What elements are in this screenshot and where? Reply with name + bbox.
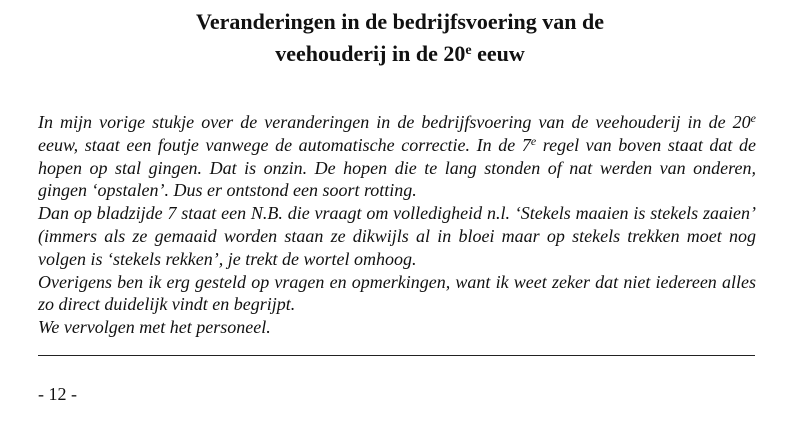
paragraph-closing: We vervolgen met het personeel. (38, 317, 271, 338)
title-line-2-end: eeuw (471, 41, 525, 66)
footer-divider (38, 355, 755, 356)
paragraph-correction-part-3: regel van boven staat dat de hopen op stal gingen. Dat is onzin. De hopen die te lang stonden of nat werden van onderen, gingen ‘opstalen’. Dus er ontstond een soort rotting. (38, 134, 757, 201)
paragraph-correction-part-1: In mijn vorige stukje over de veranderingen in de bedrijfsvoering van de veehouderij in de 20 (38, 112, 751, 132)
paragraph-stekels: Dan op bladzijde 7 staat een N.B. die vraagt om volledigheid n.l. ‘Stekels maaien is stekels zaaien’ (immers als ze gemaaid worden staan ze dikwijls al in bloei maar op stekels trekken moet nog volgen is ‘stekels rekken’, je trekt de wortel omhoog. (38, 203, 756, 269)
title-superscript: e (465, 43, 472, 58)
title-line-2-start: veehouderij in de 20 (275, 41, 466, 66)
page-title (0, 6, 800, 70)
article-body (38, 111, 756, 339)
paragraph-questions: Overigens ben ik erg gesteld op vragen en opmerkingen, want ik weet zeker dat niet iedereen alles zo direct duidelijk vindt en begrijpt. (38, 271, 756, 315)
title-line-1: Veranderingen in de bedrijfsvoering van de (195, 9, 605, 34)
superscript-e: e (530, 133, 537, 148)
paragraph-correction-part-2: eeuw, staat een foutje vanwege de automatische correctie. In de 7 (38, 134, 531, 155)
superscript-e: e (750, 111, 756, 125)
title-line-2 (275, 41, 524, 66)
paragraph-correction (38, 111, 756, 202)
page-number: - 12 - (38, 384, 77, 404)
